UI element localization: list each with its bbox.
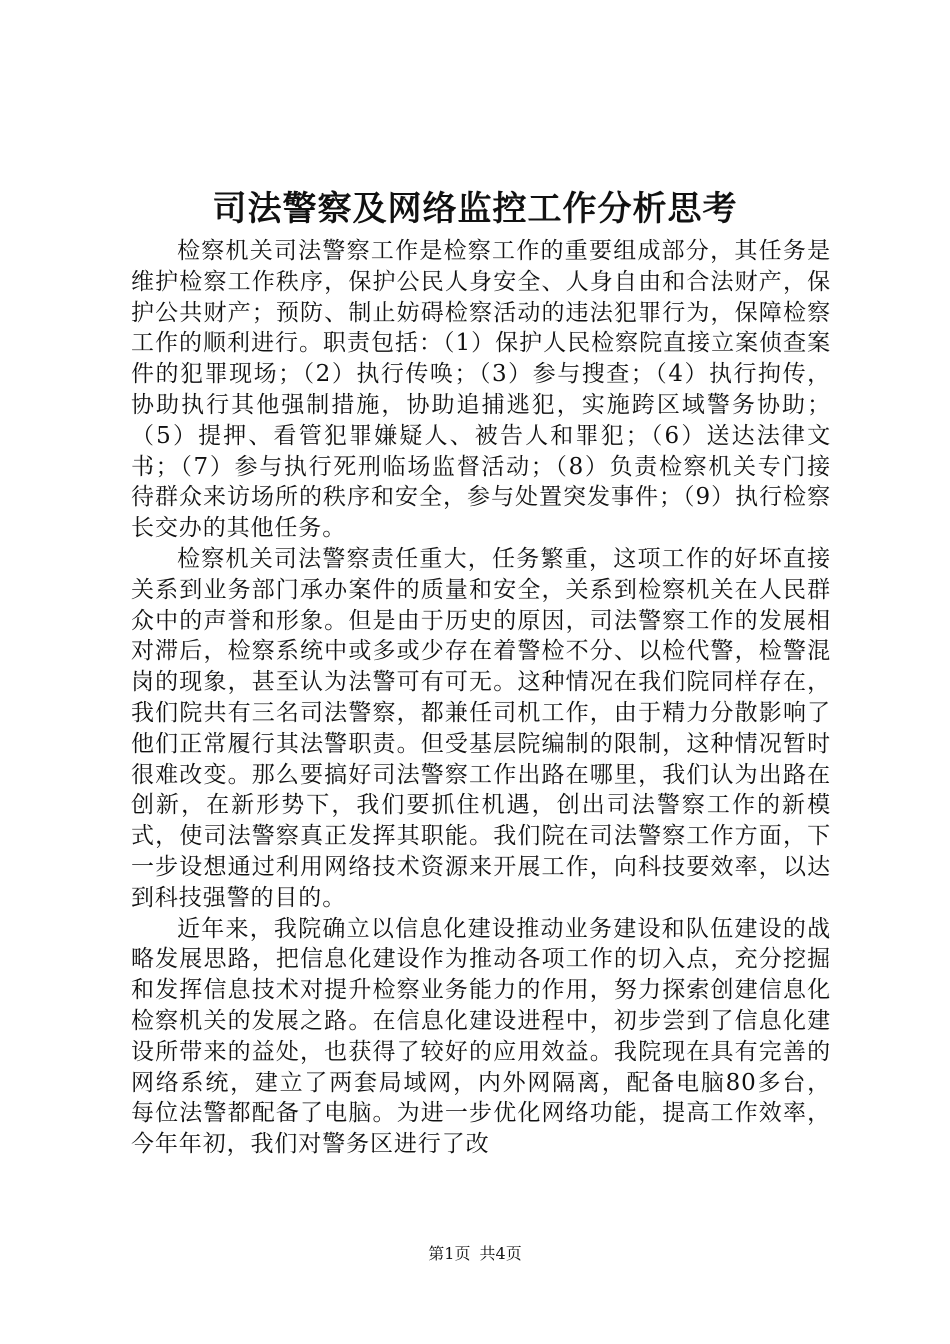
page-number: 第1页 xyxy=(428,1244,471,1263)
document-title: 司法警察及网络监控工作分析思考 xyxy=(212,189,738,229)
paragraph-1: 检察机关司法警察工作是检察工作的重要组成部分，其任务是维护检察工作秩序，保护公民人身安全、人身自由和合法财产，保护公共财产；预防、制止妨碍检察活动的违法犯罪行为，保障检察工作的顺利进行。职责包括：（1）保护人民检察院直接立案侦查案件的犯罪现场；（2）执行传唤；（3）参与搜查；（4）执行拘传，协助执行其他强制措施，协助追捕逃犯，实施跨区域警务协助；（5）提押、看管犯罪嫌疑人、被告人和罪犯；（6）送达法律文书；（7）参与执行死刑临场监督活动；（8）负责检察机关专门接待群众来访场所的秩序和安全，参与处置突发事件；（9）执行检察长交办的其他任务。 xyxy=(131,238,831,542)
page-total: 共4页 xyxy=(479,1244,522,1263)
paragraph-3: 近年来，我院确立以信息化建设推动业务建设和队伍建设的战略发展思路，把信息化建设作为推动各项工作的切入点，充分挖掘和发挥信息技术对提升检察业务能力的作用，努力探索创建信息化检察机关的发展之路。在信息化建设进程中，初步尝到了信息化建设所带来的益处，也获得了较好的应用效益。我院现在具有完善的网络系统，建立了两套局域网，内外网隔离，配备电脑80多台，每位法警都配备了电脑。为进一步优化网络功能，提高工作效率，今年年初，我们对警务区进行了改 xyxy=(131,915,831,1158)
page-footer xyxy=(0,1243,950,1265)
paragraph-2: 检察机关司法警察责任重大，任务繁重，这项工作的好坏直接关系到业务部门承办案件的质量和安全，关系到检察机关在人民群众中的声誉和形象。但是由于历史的原因，司法警察工作的发展相对滞后，检察系统中或多或少存在着警检不分、以检代警，检警混岗的现象，甚至认为法警可有可无。这种情况在我们院同样存在，我们院共有三名司法警察，都兼任司机工作，由于精力分散影响了他们正常履行其法警职责。但受基层院编制的限制，这种情况暂时很难改变。那么要搞好司法警察工作出路在哪里，我们认为出路在创新，在新形势下，我们要抓住机遇，创出司法警察工作的新模式，使司法警察真正发挥其职能。我们院在司法警察工作方面，下一步设想通过利用网络技术资源来开展工作，向科技要效率，以达到科技强警的目的。 xyxy=(131,545,831,911)
document-body xyxy=(131,236,831,1160)
